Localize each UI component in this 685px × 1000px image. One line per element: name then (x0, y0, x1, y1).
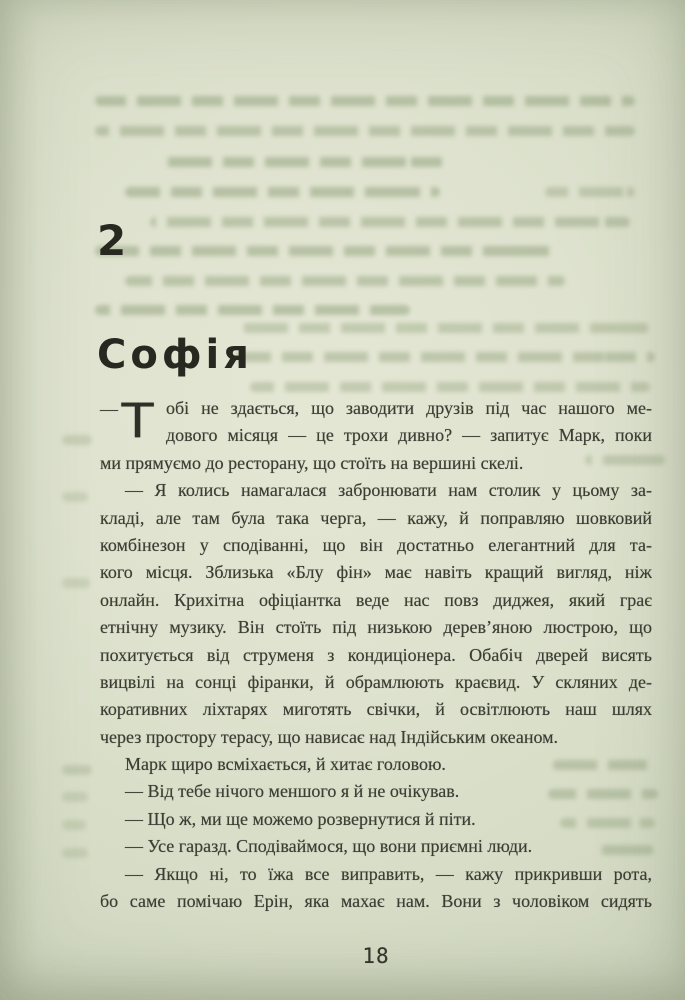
chapter-title: Софія (97, 332, 253, 378)
bleed-through-line (160, 157, 445, 167)
bleed-through-line (62, 848, 88, 858)
text-line: етнічну музику. Він стоїть під низькою дерев’яною люстрою, що (100, 617, 652, 638)
bleed-through-line (250, 382, 650, 392)
dialogue-dash: — (100, 399, 118, 419)
text-line: вицвілі на сонці фіранки, й обрамлюють краєвид. У скляних де- (100, 671, 652, 692)
bleed-through-line (235, 323, 650, 333)
bleed-through-line (95, 246, 560, 256)
bleed-through-line (62, 820, 86, 830)
text-line: коративних ліхтарях миготять свічки, й освітлюють наш шлях (100, 699, 652, 720)
text-line: — Якщо ні, то їжа все виправить, — кажу прикривши рота, (125, 863, 652, 884)
bleed-through-line (95, 305, 410, 315)
text-line: онлайн. Крихітна офіціантка веде нас повз диджея, який грає (100, 589, 652, 610)
text-line: — Я колись намагалася забронювати нам столик у цьому за- (125, 480, 652, 501)
text-line: — Усе гаразд. Сподіваймося, що вони приємні люди. (125, 836, 533, 857)
bleed-through-line (62, 765, 92, 775)
bleed-through-line (150, 217, 630, 227)
text-line: — Від тебе нічого меншого я й не очікував. (125, 781, 460, 802)
paragraph-lines (100, 392, 652, 915)
text-line: кого місця. Зблизька «Блу фін» має навіть кращий вигляд, ніж (100, 562, 652, 583)
bleed-through-line (62, 435, 92, 445)
text-line: дового місяця — це трохи дивно? — запитує Марк, поки (166, 425, 652, 446)
bleed-through-line (125, 187, 440, 197)
text-line: ми прямуємо до ресторану, що стоїть на вершині скелі. (100, 452, 524, 473)
bleed-through-line (62, 792, 88, 802)
page-number: 18 (362, 944, 390, 968)
bleed-through-line (95, 126, 635, 136)
bleed-through-line (235, 352, 655, 362)
bleed-through-line (95, 96, 635, 106)
bleed-through-line (62, 578, 90, 588)
drop-cap-letter: Т (120, 392, 156, 448)
text-line: похитується від струменя з кондиціонера. Обабіч дверей висять (100, 644, 652, 665)
bleed-through-line (545, 187, 635, 197)
text-line: комбінезон у сподіванні, що він достатньо елегантний для та- (100, 534, 652, 555)
text-line: кладі, але там була така черга, — кажу, й поправляю шовковий (100, 507, 652, 528)
text-line: Марк щиро всміхається, й хитає головою. (125, 754, 446, 775)
body-text (100, 392, 652, 915)
text-line: обі не здається, що заводити друзів під час нашого ме- (166, 398, 652, 418)
bleed-through-line (125, 276, 565, 286)
text-line: — Що ж, ми ще можемо розвернутися й піти. (125, 808, 476, 829)
bleed-through-line (62, 492, 88, 502)
text-line: через простору терасу, що нависає над Індійським океаном. (100, 726, 558, 747)
chapter-number: 2 (97, 216, 127, 265)
text-line: бо саме помічаю Ерін, яка махає нам. Вони з чоловіком сидять (100, 891, 652, 912)
